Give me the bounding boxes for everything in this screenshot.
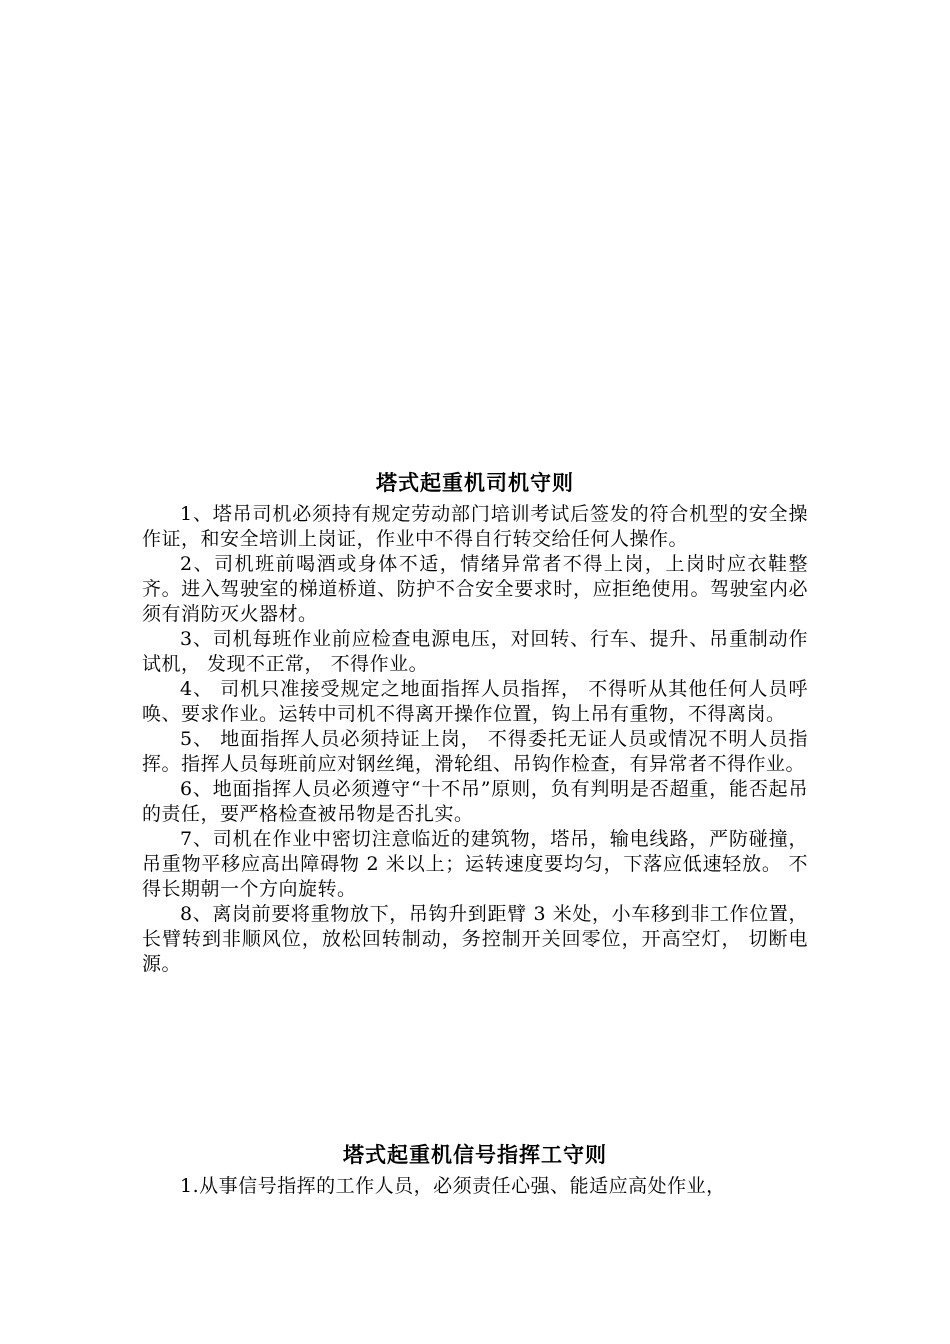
rule-paragraph: 6、地面指挥人员必须遵守“十不吊”原则，负有判明是否超重，能否起吊的责任，要严格检查被吊物是否扎实。 (142, 778, 808, 825)
rule-paragraph: 3、司机每班作业前应检查电源电压，对回转、行车、提升、吊重制动作试机， 发现不正常， 不得作业。 (142, 628, 808, 675)
section-title: 塔式起重机司机守则 (376, 470, 574, 495)
signal-commander-rules-section (142, 1140, 808, 1199)
rule-paragraph: 7、司机在作业中密切注意临近的建筑物，塔吊，输电线路，严防碰撞，吊重物平移应高出障碍物 2 米以上；运转速度要均匀，下落应低速轻放。 不得长期朝一个方向旋转。 (142, 828, 808, 900)
rule-paragraph: 4、 司机只准接受规定之地面指挥人员指挥， 不得听从其他任何人员呼唤、要求作业。运转中司机不得离开操作位置，钩上吊有重物，不得离岗。 (142, 678, 808, 725)
crane-driver-rules-section (142, 468, 808, 977)
section-title: 塔式起重机信号指挥工守则 (343, 1142, 607, 1167)
rule-paragraph: 5、 地面指挥人员必须持证上岗， 不得委托无证人员或情况不明人员指挥。指挥人员每班前应对钢丝绳，滑轮组、吊钩作检查，有异常者不得作业。 (142, 728, 808, 775)
rule-paragraph: 2、司机班前喝酒或身体不适，情绪异常者不得上岗，上岗时应衣鞋整齐。进入驾驶室的梯道桥道、防护不合安全要求时，应拒绝使用。驾驶室内必须有消防灭火器材。 (142, 553, 808, 625)
rule-paragraph: 8、离岗前要将重物放下，吊钩升到距臂 3 米处，小车移到非工作位置，长臂转到非顺风位，放松回转制动，务控制开关回零位，开高空灯， 切断电源。 (142, 903, 808, 975)
rule-paragraph: 1、塔吊司机必须持有规定劳动部门培训考试后签发的符合机型的安全操作证，和安全培训上岗证，作业中不得自行转交给任何人操作。 (142, 503, 808, 550)
rule-paragraph: 1.从事信号指挥的工作人员，必须责任心强、能适应高处作业， (180, 1175, 726, 1197)
